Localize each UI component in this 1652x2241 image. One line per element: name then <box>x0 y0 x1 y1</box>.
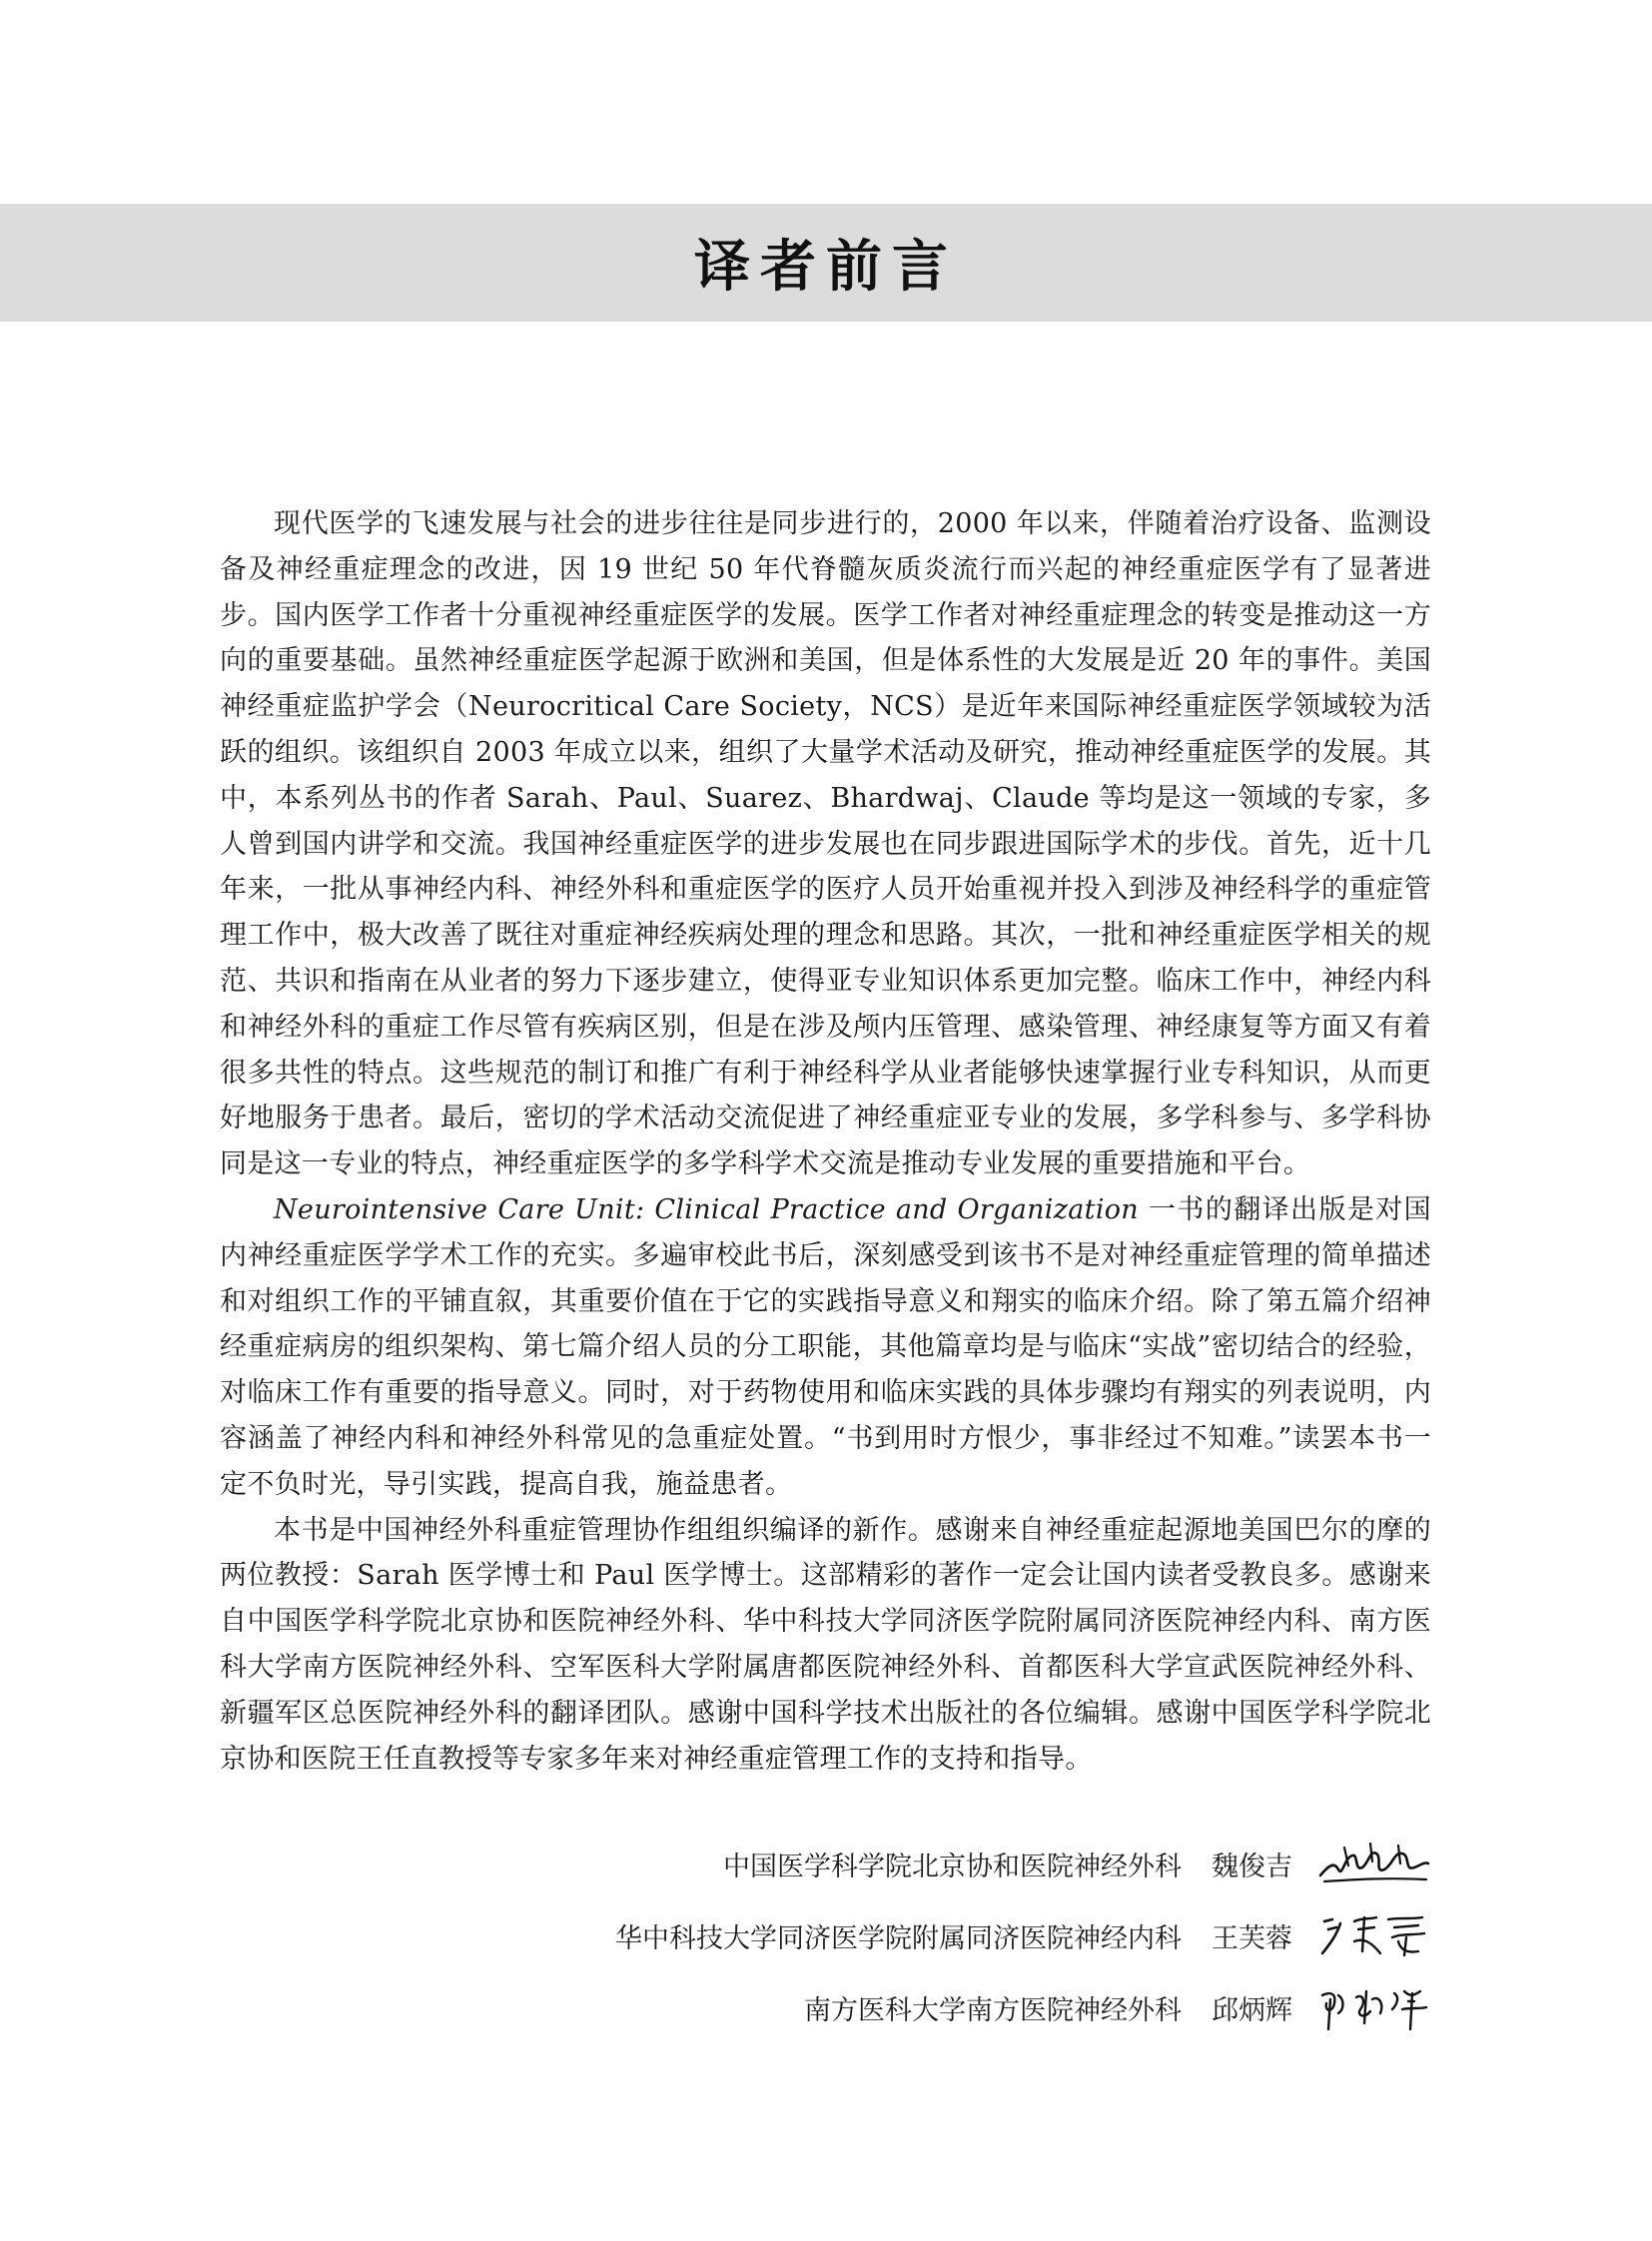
translator-signatures <box>334 1834 1432 2049</box>
signature-department: 中国医学科学院北京协和医院神经外科 <box>723 1851 1182 1882</box>
paragraph-1: 现代医学的飞速发展与社会的进步往往是同步进行的，2000 年以来，伴随着治疗设备、监测设备及神经重症理念的改进，因 19 世纪 50 年代脊髓灰质炎流行而兴起的神经重症医学有了显著进步。国内医学工作者十分重视神经重症医学的发展。医学工作者对神经重症理念的转变是推动这一方向的重要基础。虽然神经重症医学起源于欧洲和美国，但是体系性的大发展是近 20 年的事件。美国神经重症监护学会（Neurocritical Care Society，NCS）是近年来国际神经重症医学领域较为活跃的组织。该组织自 2003 年成立以来，组织了大量学术活动及研究，推动神经重症医学的发展。其中，本系列丛书的作者 Sarah、Paul、Suarez、Bhardwaj、Claude 等均是这一领域的专家，多人曾到国内讲学和交流。我国神经重症医学的进步发展也在同步跟进国际学术的步伐。首先，近十几年来，一批从事神经内科、神经外科和重症医学的医疗人员开始重视并投入到涉及神经科学的重症管理工作中，极大改善了既往对重症神经疾病处理的理念和思路。其次，一批和神经重症医学相关的规范、共识和指南在从业者的努力下逐步建立，使得亚专业知识体系更加完整。临床工作中，神经内科和神经外科的重症工作尽管有疾病区别，但是在涉及颅内压管理、感染管理、神经康复等方面又有着很多共性的特点。这些规范的制订和推广有利于神经科学从业者能够快速掌握行业专科知识，从而更好地服务于患者。最后，密切的学术活动交流促进了神经重症亚专业的发展，多学科参与、多学科协同是这一专业的特点，神经重症医学的多学科学术交流是推动专业发展的重要措施和平台。 <box>220 508 1431 1180</box>
handwritten-signature <box>1314 1907 1432 1963</box>
preface-body <box>220 501 1431 1782</box>
paragraph-2-text: 一书的翻译出版是对国内神经重症医学学术工作的充实。多遍审校此书后，深刻感受到该书不是对神经重症管理的简单描述和对组织工作的平铺直叙，其重要价值在于它的实践指导意义和翔实的临床介绍。除了第五篇介绍神经重症病房的组织架构、第七篇介绍人员的分工职能，其他篇章均是与临床“实战”密切结合的经验，对临床工作有重要的指导意义。同时，对于药物使用和临床实践的具体步骤均有翔实的列表说明，内容涵盖了神经内科和神经外科常见的急重症处置。“书到用时方恨少，事非经过不知难。”读罢本书一定不负时光，导引实践，提高自我，施益患者。 <box>220 1193 1431 1500</box>
title-band <box>0 204 1652 322</box>
signature-name: 魏俊吉 <box>1212 1851 1292 1882</box>
handwritten-signature <box>1314 1836 1432 1891</box>
signature-name: 邱炳辉 <box>1212 1994 1292 2026</box>
paragraph-3: 本书是中国神经外科重症管理协作组组织编译的新作。感谢来自神经重症起源地美国巴尔的摩的两位教授：Sarah 医学博士和 Paul 医学博士。这部精彩的著作一定会让国内读者受教良多。感谢来自中国医学科学院北京协和医院神经外科、华中科技大学同济医学院附属同济医院神经内科、南方医科大学南方医院神经外科、空军医科大学附属唐都医院神经外科、首都医科大学宣武医院神经外科、新疆军区总医院神经外科的翻译团队。感谢中国科学技术出版社的各位编辑。感谢中国医学科学院北京协和医院王任直教授等专家多年来对神经重症管理工作的支持和指导。 <box>220 1514 1431 1775</box>
signature-row <box>334 1834 1432 1893</box>
signature-row <box>334 1905 1432 1965</box>
page-title: 译者前言 <box>694 234 958 300</box>
signature-row <box>334 1977 1432 2037</box>
signature-department: 华中科技大学同济医学院附属同济医院神经内科 <box>615 1922 1182 1954</box>
book-title: Neurointensive Care Unit: Clinical Practice and Organization <box>274 1193 1139 1225</box>
paragraph-2 <box>220 1187 1431 1508</box>
handwritten-signature <box>1314 1979 1432 2035</box>
signature-department: 南方医科大学南方医院神经外科 <box>804 1994 1182 2026</box>
signature-name: 王芙蓉 <box>1212 1922 1292 1954</box>
